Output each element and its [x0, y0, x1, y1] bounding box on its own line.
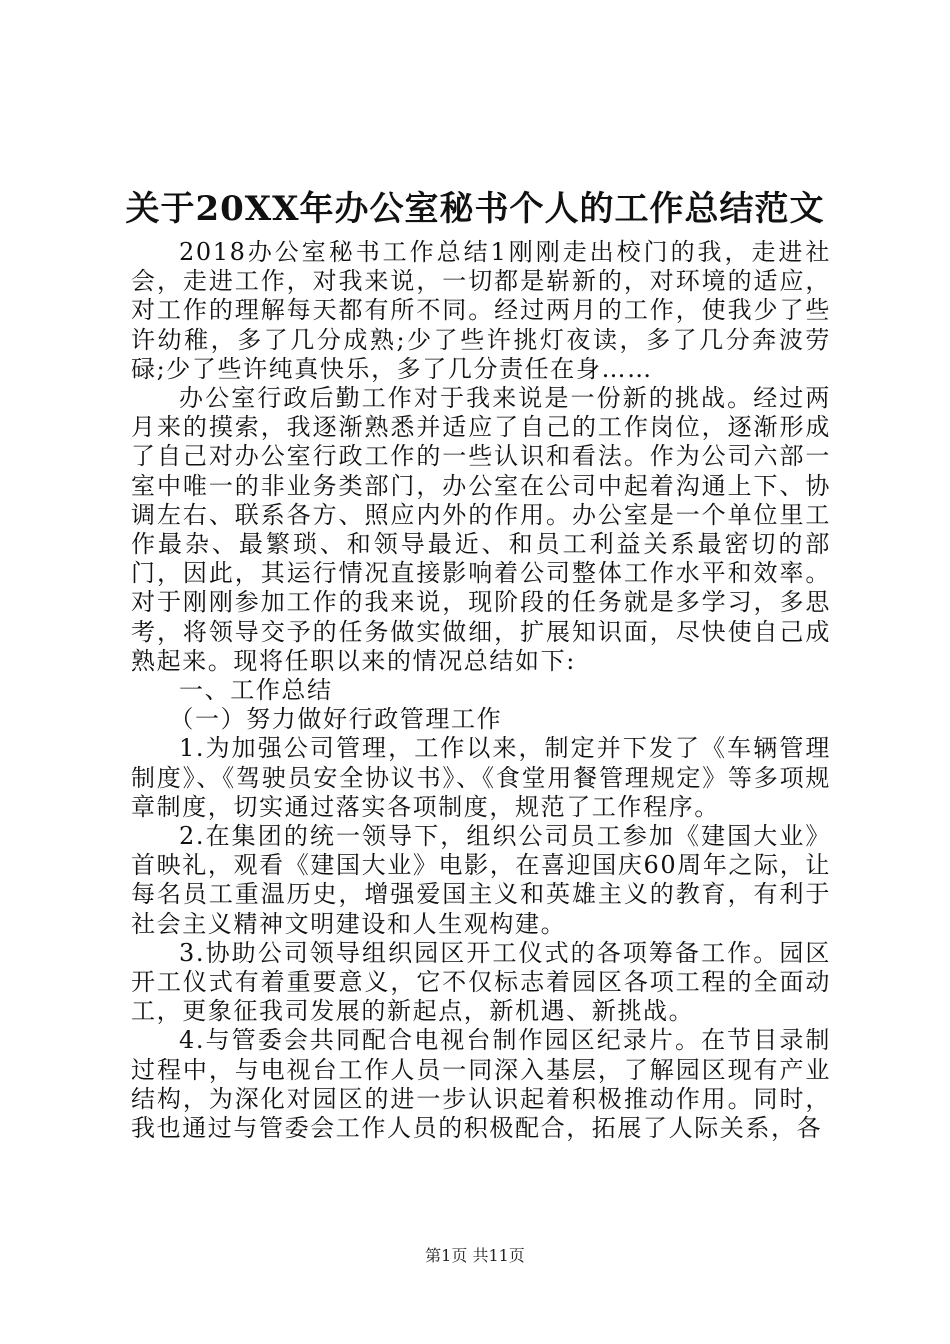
subsection-heading-admin: （一）努力做好行政管理工作 [169, 705, 503, 734]
paragraph-item-3: 3.协助公司领导组织园区开工仪式的各项筹备工作。园区开工仪式有着重要意义，它不仅标志着园区各项工程的全面动工，更象征我司发展的新起点，新机遇、新挑战。 [131, 938, 831, 1026]
section-heading-work-summary: 一、工作总结 [179, 676, 333, 705]
paragraph-item-1: 1.为加强公司管理，工作以来，制定并下发了《车辆管理制度》、《驾驶员安全协议书》、《食堂用餐管理规定》等多项规章制度，切实通过落实各项制度，规范了工作程序。 [131, 734, 831, 821]
document-title: 关于20XX年办公室秘书个人的工作总结范文 [125, 189, 825, 229]
paragraph-item-2: 2.在集团的统一领导下，组织公司员工参加《建国大业》首映礼，观看《建国大业》电影，在喜迎国庆60周年之际，让每名员工重温历史，增强爱国主义和英雄主义的教育，有利于社会主义精神文明建设和人生观构建。 [131, 822, 831, 938]
paragraph-item-4: 4.与管委会共同配合电视台制作园区纪录片。在节目录制过程中，与电视台工作人员一同深入基层，了解园区现有产业结构，为深化对园区的进一步认识起着积极推动作用。同时，我也通过与管委会工作人员的积极配合，拓展了人际关系，各 [131, 1026, 831, 1143]
page-indicator: 第1页 共11页 [425, 1246, 525, 1265]
paragraph-intro: 2018办公室秘书工作总结1刚刚走出校门的我，走进社会，走进工作，对我来说，一切都是崭新的，对环境的适应，对工作的理解每天都有所不同。经过两月的工作，使我少了些许幼稚，多了几分成熟;少了些许挑灯夜读，多了几分奔波劳碌;少了些许纯真快乐，多了几分责任在身…… [131, 238, 831, 383]
paragraph-overview: 办公室行政后勤工作对于我来说是一份新的挑战。经过两月来的摸索，我逐渐熟悉并适应了自己的工作岗位，逐渐形成了自己对办公室行政工作的一些认识和看法。作为公司六部一室中唯一的非业务类部门，办公室在公司中起着沟通上下、协调左右、联系各方、照应内外的作用。办公室是一个单位里工作最杂、最繁琐、和领导最近、和员工利益关系最密切的部门，因此，其运行情况直接影响着公司整体工作水平和效率。对于刚刚参加工作的我来说，现阶段的任务就是多学习，多思考，将领导交予的任务做实做细，扩展知识面，尽快使自己成熟起来。现将任职以来的情况总结如下: [131, 384, 831, 675]
document-body [131, 238, 831, 1143]
